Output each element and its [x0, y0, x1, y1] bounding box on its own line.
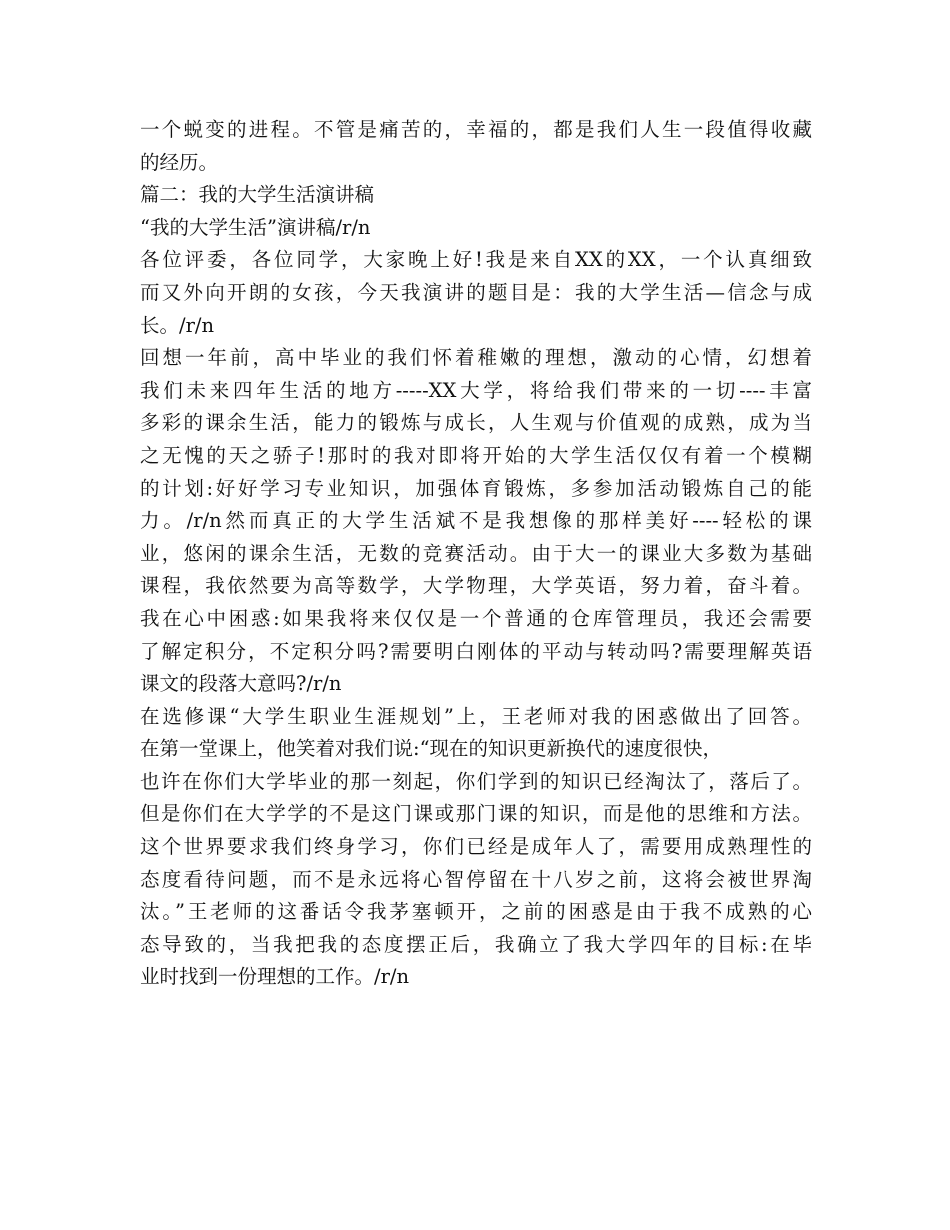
text-line: 的经历。	[140, 150, 219, 174]
text-line: 多彩的课余生活，能力的锻炼与成长，人生观与价值观的成熟，成为当	[140, 411, 812, 435]
text-line: 在选修课“大学生职业生涯规划”上，王老师对我的困惑做出了回答。	[140, 704, 812, 728]
text-line: 我们未来四年生活的地方-----XX大学，将给我们带来的一切----丰富	[140, 378, 812, 402]
text-line: 各位评委，各位同学，大家晚上好!我是来自XX的XX，一个认真细致	[140, 248, 812, 272]
text-line: 一个蜕变的进程。不管是痛苦的，幸福的，都是我们人生一段值得收藏	[140, 118, 812, 141]
text-line: 之无愧的天之骄子!那时的我对即将开始的大学生活仅仅有着一个模糊	[140, 443, 812, 467]
text-line: 我在心中困惑:如果我将来仅仅是一个普通的仓库管理员，我还会需要	[140, 606, 812, 630]
text-line: 长。/r/n	[140, 313, 215, 337]
text-line: 业，悠闲的课余生活，无数的竞赛活动。由于大一的课业大多数为基础	[140, 541, 812, 565]
text-line: “我的大学生活”演讲稿/r/n	[140, 215, 371, 239]
text-line: 的计划:好好学习专业知识，加强体育锻炼，多参加活动锻炼自己的能	[140, 476, 812, 500]
text-line: 汰。”王老师的这番话令我茅塞顿开，之前的困惑是由于我不成熟的心	[140, 900, 812, 924]
text-line: 态导致的，当我把我的态度摆正后，我确立了我大学四年的目标:在毕	[140, 932, 812, 956]
text-line: 也许在你们大学毕业的那一刻起，你们学到的知识已经淘汰了，落后了。	[140, 769, 812, 793]
document-body	[140, 114, 812, 994]
text-line: 回想一年前，高中毕业的我们怀着稚嫩的理想，激动的心情，幻想着	[140, 346, 812, 370]
text-line: 课文的段落大意吗?/r/n	[140, 672, 342, 696]
text-line: 业时找到一份理想的工作。/r/n	[140, 965, 410, 989]
text-line: 篇二：我的大学生活演讲稿	[140, 183, 375, 207]
text-line: 态度看待问题，而不是永远将心智停留在十八岁之前，这将会被世界淘	[140, 867, 812, 891]
text-line: 课程，我依然要为高等数学，大学物理，大学英语，努力着，奋斗着。	[140, 574, 812, 598]
text-line: 力。/r/n然而真正的大学生活斌不是我想像的那样美好----轻松的课	[140, 509, 812, 533]
text-line: 这个世界要求我们终身学习，你们已经是成年人了，需要用成熟理性的	[140, 835, 812, 859]
text-line: 在第一堂课上，他笑着对我们说:“现在的知识更新换代的速度很快，	[140, 737, 723, 761]
text-line: 了解定积分，不定积分吗?需要明白刚体的平动与转动吗?需要理解英语	[140, 639, 812, 663]
text-line: 而又外向开朗的女孩，今天我演讲的题目是：我的大学生活—信念与成	[140, 280, 812, 304]
text-line: 但是你们在大学学的不是这门课或那门课的知识，而是他的思维和方法。	[140, 802, 812, 826]
